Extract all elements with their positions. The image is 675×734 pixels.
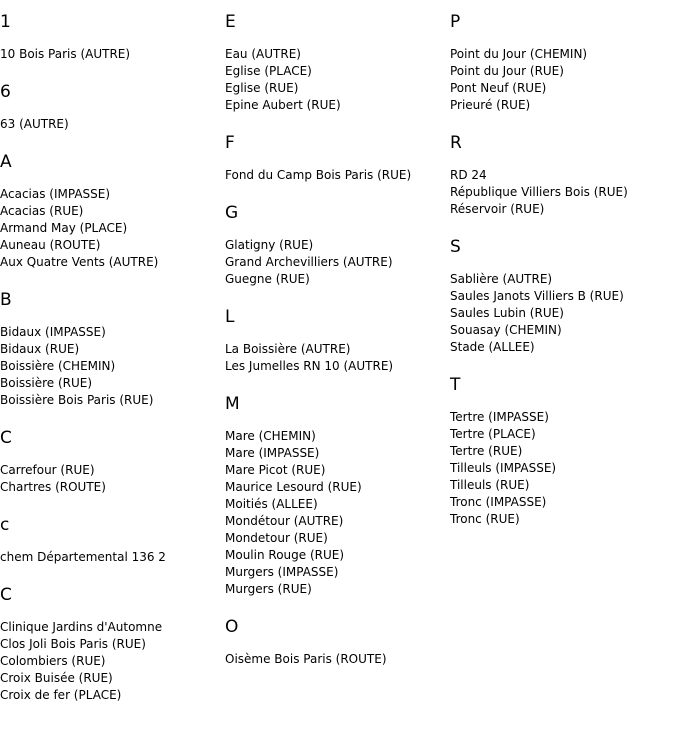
street-item: Mare Picot (RUE) xyxy=(225,463,326,477)
street-list xyxy=(225,237,447,288)
street-item: Pont Neuf (RUE) xyxy=(450,81,547,95)
street-list xyxy=(0,46,222,63)
street-item: Boissière (CHEMIN) xyxy=(0,359,116,373)
section-letter-heading: M xyxy=(225,394,240,414)
street-list xyxy=(225,167,447,184)
street-item: Clos Joli Bois Paris (RUE) xyxy=(0,637,146,651)
section-letter-heading: E xyxy=(225,12,236,32)
letter-group xyxy=(225,394,447,598)
street-list xyxy=(225,651,447,668)
street-item: Tilleuls (RUE) xyxy=(450,478,530,492)
letter-group xyxy=(0,82,222,133)
street-item: chem Départemental 136 2 xyxy=(0,550,166,564)
section-letter-heading: L xyxy=(225,307,235,327)
street-item: Maurice Lesourd (RUE) xyxy=(225,480,362,494)
street-item: Moitiés (ALLEE) xyxy=(225,497,318,511)
street-item: Tertre (IMPASSE) xyxy=(450,410,549,424)
street-item: République Villiers Bois (RUE) xyxy=(450,185,628,199)
street-list xyxy=(0,324,222,409)
street-item: Glatigny (RUE) xyxy=(225,238,314,252)
street-item: Armand May (PLACE) xyxy=(0,221,128,235)
street-item: Mondétour (AUTRE) xyxy=(225,514,344,528)
street-list xyxy=(0,116,222,133)
street-item: Croix de fer (PLACE) xyxy=(0,688,122,702)
section-letter-heading: c xyxy=(0,515,10,535)
street-item: Mare (CHEMIN) xyxy=(225,429,316,443)
letter-group xyxy=(225,203,447,288)
letter-group xyxy=(225,307,447,375)
street-item: Souasay (CHEMIN) xyxy=(450,323,562,337)
letter-group xyxy=(450,375,672,528)
street-item: Point du Jour (RUE) xyxy=(450,64,564,78)
street-list xyxy=(225,341,447,375)
street-item: Acacias (RUE) xyxy=(0,204,84,218)
street-list xyxy=(450,167,672,218)
street-item: Eglise (PLACE) xyxy=(225,64,312,78)
street-item: Epine Aubert (RUE) xyxy=(225,98,341,112)
street-item: Mondetour (RUE) xyxy=(225,531,328,545)
section-letter-heading: 1 xyxy=(0,12,11,32)
section-letter-heading: P xyxy=(450,12,461,32)
section-letter-heading: T xyxy=(450,375,461,395)
letter-group xyxy=(450,133,672,218)
street-item: Tronc (IMPASSE) xyxy=(450,495,547,509)
section-letter-heading: A xyxy=(0,152,12,172)
street-list xyxy=(225,46,447,114)
street-item: RD 24 xyxy=(450,168,487,182)
street-item: Boissière Bois Paris (RUE) xyxy=(0,393,154,407)
street-item: Fond du Camp Bois Paris (RUE) xyxy=(225,168,412,182)
street-item: Tertre (PLACE) xyxy=(450,427,536,441)
section-letter-heading: R xyxy=(450,133,462,153)
street-item: Tertre (RUE) xyxy=(450,444,523,458)
section-letter-heading: C xyxy=(0,585,12,605)
index-column-3 xyxy=(450,0,672,547)
letter-group xyxy=(0,585,222,704)
street-item: Saules Janots Villiers B (RUE) xyxy=(450,289,624,303)
street-list xyxy=(0,619,222,704)
street-item: La Boissière (AUTRE) xyxy=(225,342,351,356)
letter-group xyxy=(0,12,222,63)
street-item: Point du Jour (CHEMIN) xyxy=(450,47,588,61)
street-item: Les Jumelles RN 10 (AUTRE) xyxy=(225,359,394,373)
section-letter-heading: 6 xyxy=(0,82,11,102)
section-letter-heading: C xyxy=(0,428,12,448)
section-letter-heading: O xyxy=(225,617,239,637)
street-item: Murgers (RUE) xyxy=(225,582,312,596)
street-item: Acacias (IMPASSE) xyxy=(0,187,111,201)
letter-group xyxy=(225,12,447,114)
section-letter-heading: S xyxy=(450,237,461,257)
street-item: Oisème Bois Paris (ROUTE) xyxy=(225,652,387,666)
section-letter-heading: B xyxy=(0,290,12,310)
letter-group xyxy=(225,617,447,668)
street-item: Grand Archevilliers (AUTRE) xyxy=(225,255,393,269)
index-column-2 xyxy=(225,0,447,687)
street-item: Chartres (ROUTE) xyxy=(0,480,106,494)
street-item: Eglise (RUE) xyxy=(225,81,299,95)
street-item: Mare (IMPASSE) xyxy=(225,446,320,460)
street-item: Clinique Jardins d'Automne xyxy=(0,620,163,634)
street-item: Murgers (IMPASSE) xyxy=(225,565,339,579)
street-item: Prieuré (RUE) xyxy=(450,98,531,112)
street-item: Tilleuls (IMPASSE) xyxy=(450,461,557,475)
street-list xyxy=(0,549,222,566)
letter-group xyxy=(0,428,222,496)
street-list xyxy=(450,271,672,356)
street-item: Auneau (ROUTE) xyxy=(0,238,101,252)
letter-group xyxy=(225,133,447,184)
section-letter-heading: F xyxy=(225,133,235,153)
street-list xyxy=(450,409,672,528)
street-list xyxy=(0,186,222,271)
street-item: Moulin Rouge (RUE) xyxy=(225,548,345,562)
street-item: Guegne (RUE) xyxy=(225,272,310,286)
street-item: Carrefour (RUE) xyxy=(0,463,95,477)
street-item: Stade (ALLEE) xyxy=(450,340,535,354)
section-letter-heading: G xyxy=(225,203,239,223)
street-item: Bidaux (IMPASSE) xyxy=(0,325,106,339)
street-item: Saules Lubin (RUE) xyxy=(450,306,564,320)
street-item: Tronc (RUE) xyxy=(450,512,520,526)
street-item: 63 (AUTRE) xyxy=(0,117,69,131)
street-item: Sablière (AUTRE) xyxy=(450,272,553,286)
letter-group xyxy=(0,515,222,566)
street-item: Aux Quatre Vents (AUTRE) xyxy=(0,255,159,269)
street-item: Croix Buisée (RUE) xyxy=(0,671,113,685)
street-item: Boissière (RUE) xyxy=(0,376,93,390)
street-item: 10 Bois Paris (AUTRE) xyxy=(0,47,131,61)
street-item: Eau (AUTRE) xyxy=(225,47,301,61)
street-list xyxy=(0,462,222,496)
letter-group xyxy=(0,152,222,271)
street-list xyxy=(225,428,447,598)
index-column-1 xyxy=(0,0,222,723)
letter-group xyxy=(450,237,672,356)
letter-group xyxy=(450,12,672,114)
street-item: Colombiers (RUE) xyxy=(0,654,106,668)
letter-group xyxy=(0,290,222,409)
street-item: Bidaux (RUE) xyxy=(0,342,80,356)
street-item: Réservoir (RUE) xyxy=(450,202,545,216)
street-list xyxy=(450,46,672,114)
